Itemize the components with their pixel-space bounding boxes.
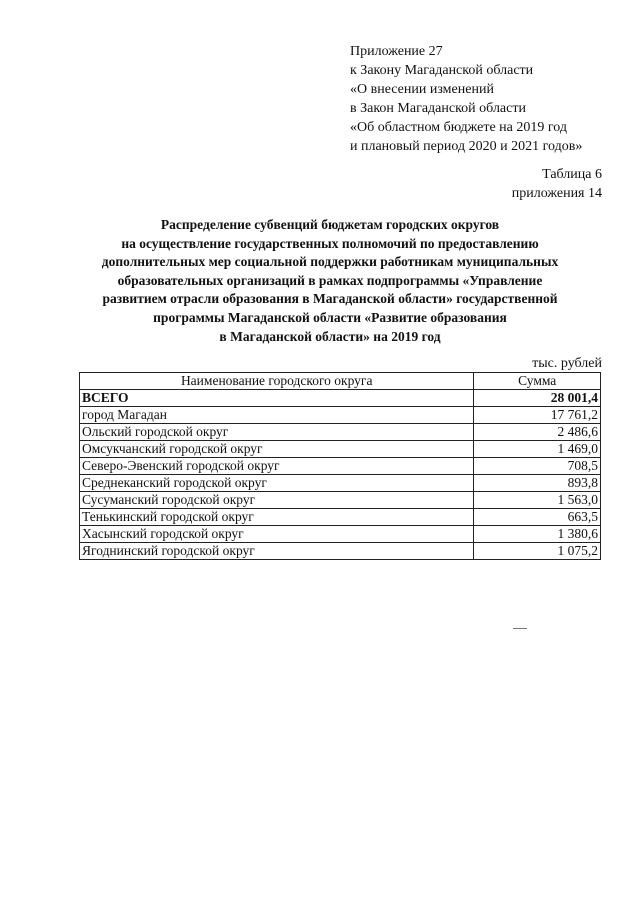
- total-label: ВСЕГО: [80, 390, 474, 407]
- total-sum: 28 001,4: [474, 390, 601, 407]
- title-line: в Магаданской области» на 2019 год: [219, 328, 441, 344]
- title-line: на осуществление государственных полномочий по предоставлению: [121, 235, 539, 251]
- table-row: [80, 492, 601, 509]
- header-sum: Сумма: [474, 373, 601, 390]
- district-name: город Магадан: [80, 407, 474, 424]
- table-header-row: [80, 373, 601, 390]
- appendix-line: Приложение 27: [350, 44, 443, 59]
- table-row: [80, 475, 601, 492]
- district-name: Сусуманский городской округ: [80, 492, 474, 509]
- district-sum: 1 469,0: [474, 441, 601, 458]
- appendix-line: в Закон Магаданской области: [350, 101, 526, 116]
- table-row: [80, 407, 601, 424]
- table-row: [80, 543, 601, 560]
- table-row: [80, 424, 601, 441]
- table-row: [80, 458, 601, 475]
- district-sum: 663,5: [474, 509, 601, 526]
- district-name: Тенькинский городской округ: [80, 509, 474, 526]
- district-sum: 1 075,2: [474, 543, 601, 560]
- district-sum: 1 380,6: [474, 526, 601, 543]
- district-name: Хасынский городской округ: [80, 526, 474, 543]
- district-name: Северо-Эвенский городской округ: [80, 458, 474, 475]
- table-number: Таблица 6: [542, 167, 602, 182]
- title-line: развитием отрасли образования в Магаданской области» государственной: [102, 291, 558, 307]
- appendix-line: к Закону Магаданской области: [350, 63, 534, 78]
- total-row: [80, 390, 601, 407]
- document-title: [60, 216, 600, 346]
- title-line: Распределение субвенций бюджетам городских округов: [160, 217, 500, 232]
- appendix-number: приложения 14: [511, 186, 602, 201]
- district-name: Ольский городской округ: [80, 424, 474, 441]
- appendix-note: [350, 42, 630, 156]
- title-line: дополнительных мер социальной поддержки работникам муниципальных: [101, 254, 559, 270]
- header-name: Наименование городского округа: [80, 373, 474, 390]
- units-label: тыс. рублей: [532, 356, 602, 371]
- district-name: Среднеканский городской округ: [80, 475, 474, 492]
- district-sum: 2 486,6: [474, 424, 601, 441]
- district-sum: 893,8: [474, 475, 601, 492]
- table-row: [80, 509, 601, 526]
- district-name: Омсукчанский городской округ: [80, 441, 474, 458]
- title-line: образовательных организаций в рамках подпрограммы «Управление: [117, 272, 543, 288]
- appendix-line: и плановый период 2020 и 2021 годов»: [350, 139, 583, 154]
- appendix-line: «О внесении изменений: [350, 82, 494, 97]
- district-sum: 1 563,0: [474, 492, 601, 509]
- table-row: [80, 526, 601, 543]
- appendix-line: «Об областном бюджете на 2019 год: [350, 120, 567, 135]
- district-name: Ягоднинский городской округ: [80, 543, 474, 560]
- scan-mark: [513, 628, 527, 629]
- district-sum: 708,5: [474, 458, 601, 475]
- table-row: [80, 441, 601, 458]
- subvention-table: [79, 372, 601, 560]
- district-sum: 17 761,2: [474, 407, 601, 424]
- title-line: программы Магаданской области «Развитие образования: [153, 309, 507, 325]
- table-reference: [512, 165, 602, 203]
